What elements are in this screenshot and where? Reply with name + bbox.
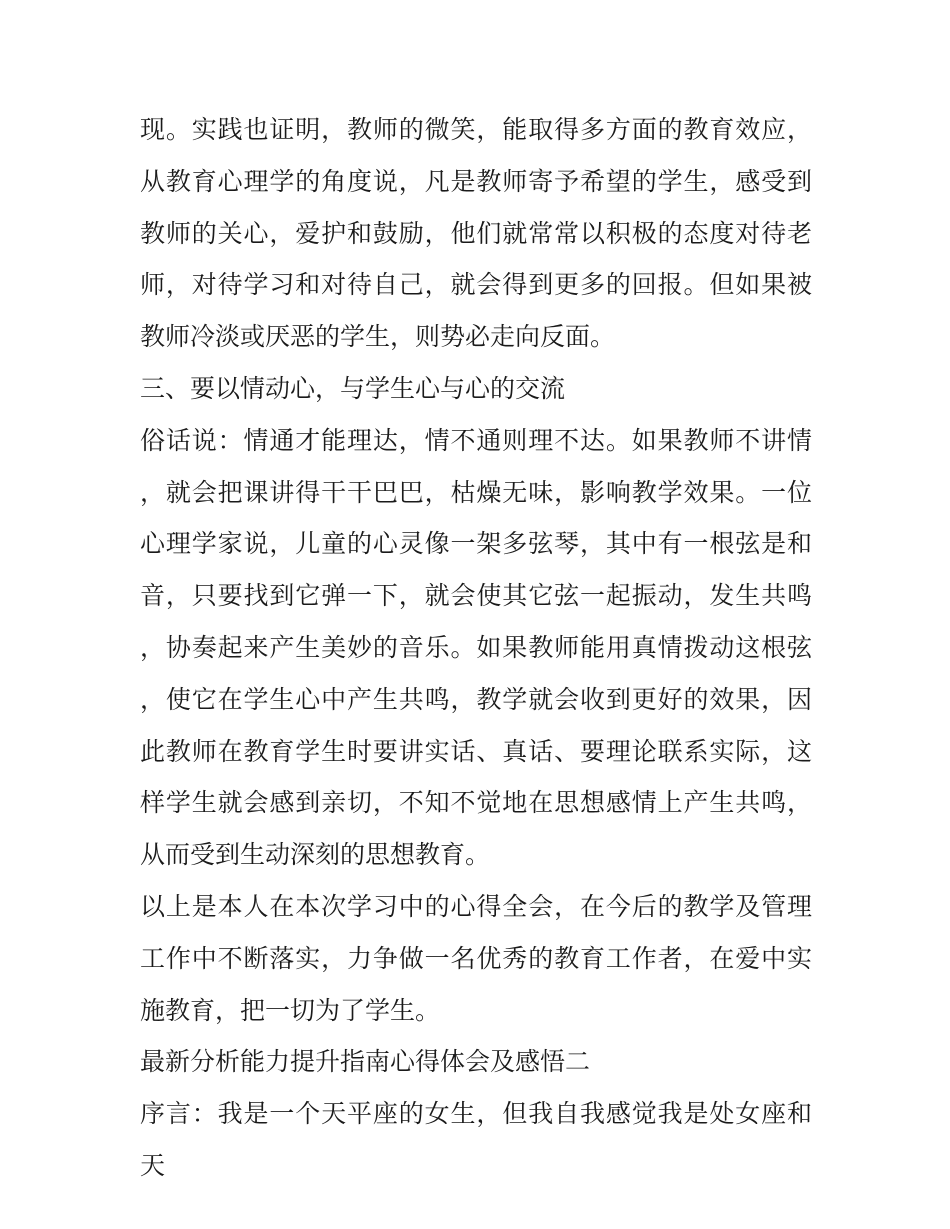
paragraph-summary: 以上是本人在本次学习中的心得全会，在今后的教学及管理工作中不断落实，力争做一名优秀的教育工作者，在爱中实施教育，把一切为了学生。	[140, 891, 812, 1025]
paragraph-emotion: 俗话说：情通才能理达，情不通则理不达。如果教师不讲情，就会把课讲得干干巴巴，枯燥无味，影响教学效果。一位心理学家说，儿童的心灵像一架多弦琴，其中有一根弦是和音，只要找到它弹一下，就会使其它弦一起振动，发生共鸣，协奏起来产生美妙的音乐。如果教师能用真情拨动这根弦，使它在学生心中产生共鸣，教学就会收到更好的效果，因此教师在教育学生时要讲实话、真话、要理论联系实际，这样学生就会感到亲切，不知不觉地在思想感情上产生共鸣，从而受到生动深刻的思想教育。	[140, 425, 812, 870]
paragraph-preface: 序言：我是一个天平座的女生，但我自我感觉我是处女座和天	[140, 1099, 812, 1180]
article-title-two: 最新分析能力提升指南心得体会及感悟二	[140, 1047, 591, 1077]
document-body	[140, 104, 812, 1192]
section-heading-three: 三、要以情动心，与学生心与心的交流	[140, 373, 566, 403]
paragraph-continuation: 现。实践也证明，教师的微笑，能取得多方面的教育效应，从教育心理学的角度说，凡是教师寄予希望的学生，感受到教师的关心，爱护和鼓励，他们就常常以积极的态度对待老师，对待学习和对待自己，就会得到更多的回报。但如果被教师冷淡或厌恶的学生，则势必走向反面。	[140, 115, 812, 352]
